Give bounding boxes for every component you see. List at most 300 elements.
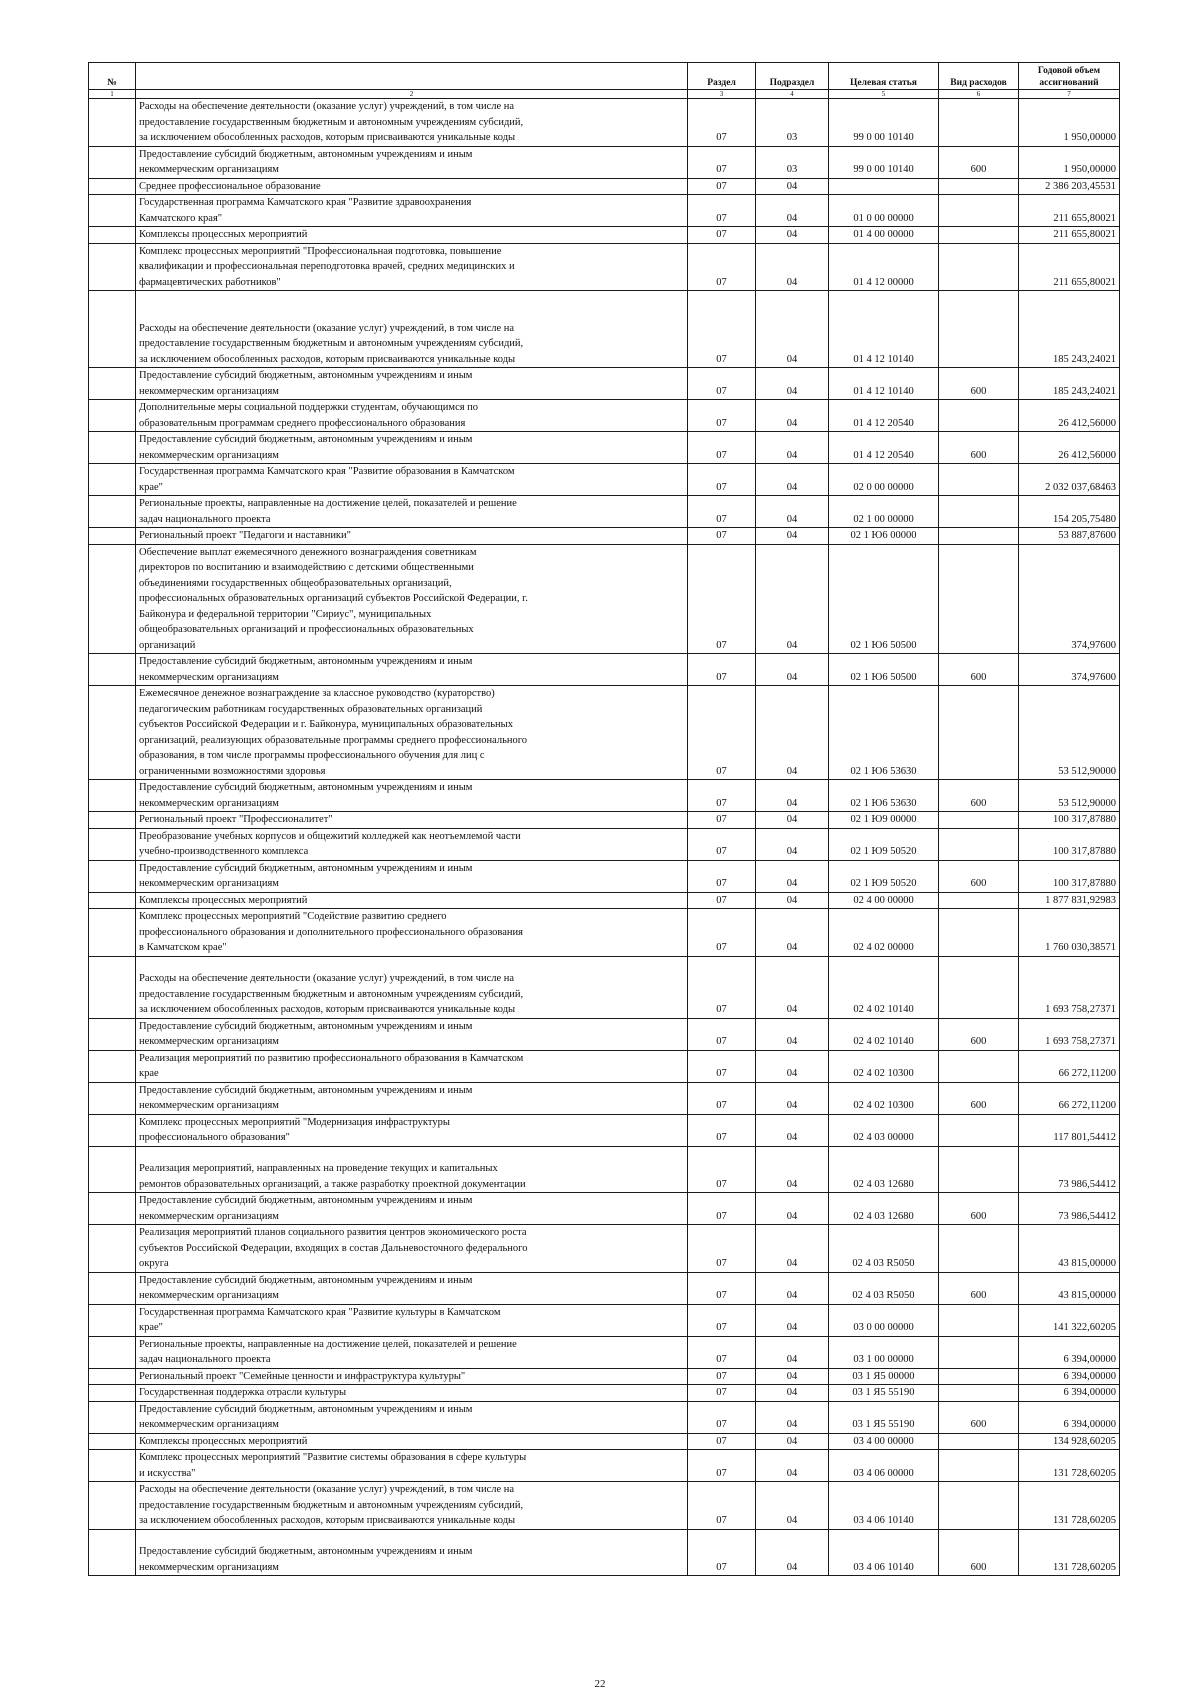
row-section-cell: 07 (688, 291, 756, 368)
row-section-cell: 07 (688, 528, 756, 545)
row-expense-type-cell (939, 812, 1019, 829)
row-name-cell: Предоставление субсидий бюджетным, автономным учреждениям и иным некоммерческим организациям (136, 1529, 688, 1576)
row-target-article-cell: 02 4 02 10140 (829, 1018, 939, 1050)
table-row (89, 178, 1120, 195)
row-amount-cell: 2 032 037,68463 (1019, 464, 1120, 496)
row-expense-type-cell (939, 464, 1019, 496)
row-amount-cell: 154 205,75480 (1019, 496, 1120, 528)
row-target-article-cell: 03 4 06 10140 (829, 1529, 939, 1576)
row-subsection-cell: 04 (756, 1114, 829, 1146)
row-section-cell: 07 (688, 464, 756, 496)
table-row (89, 243, 1120, 291)
row-amount-cell: 53 512,90000 (1019, 780, 1120, 812)
row-expense-type-cell (939, 99, 1019, 147)
row-expense-type-cell (939, 496, 1019, 528)
row-subsection-cell: 04 (756, 368, 829, 400)
row-amount-cell: 185 243,24021 (1019, 291, 1120, 368)
row-target-article-cell: 02 1 Ю6 50500 (829, 544, 939, 654)
row-number-cell (89, 1482, 136, 1530)
row-amount-cell: 6 394,00000 (1019, 1401, 1120, 1433)
row-amount-cell: 43 815,00000 (1019, 1272, 1120, 1304)
row-target-article-cell: 02 1 Ю6 53630 (829, 686, 939, 780)
row-number-cell (89, 892, 136, 909)
row-target-article-cell: 02 1 Ю9 50520 (829, 860, 939, 892)
row-amount-cell: 53 512,90000 (1019, 686, 1120, 780)
column-numbers-row (89, 90, 1120, 99)
row-section-cell: 07 (688, 686, 756, 780)
row-amount-cell: 2 386 203,45531 (1019, 178, 1120, 195)
row-name-cell: Среднее профессиональное образование (136, 178, 688, 195)
table-row (89, 146, 1120, 178)
row-amount-cell: 211 655,80021 (1019, 195, 1120, 227)
table-row (89, 99, 1120, 147)
row-number-cell (89, 1433, 136, 1450)
row-number-cell (89, 195, 136, 227)
row-target-article-cell: 03 4 06 10140 (829, 1482, 939, 1530)
row-name-cell: Региональные проекты, направленные на достижение целей, показателей и решение задач национального проекта (136, 496, 688, 528)
column-number: 7 (1019, 90, 1120, 99)
row-section-cell: 07 (688, 812, 756, 829)
row-number-cell (89, 227, 136, 244)
table-row (89, 1018, 1120, 1050)
row-target-article-cell: 01 4 12 00000 (829, 243, 939, 291)
row-subsection-cell: 04 (756, 909, 829, 957)
row-expense-type-cell (939, 400, 1019, 432)
row-amount-cell: 117 801,54412 (1019, 1114, 1120, 1146)
row-expense-type-cell (939, 1482, 1019, 1530)
row-name-cell: Предоставление субсидий бюджетным, автономным учреждениям и иным некоммерческим организациям (136, 780, 688, 812)
row-amount-cell: 131 728,60205 (1019, 1529, 1120, 1576)
row-subsection-cell: 04 (756, 1482, 829, 1530)
row-name-cell: Региональный проект "Семейные ценности и инфраструктура культуры" (136, 1368, 688, 1385)
row-expense-type-cell: 600 (939, 1193, 1019, 1225)
row-subsection-cell: 04 (756, 1193, 829, 1225)
row-subsection-cell: 04 (756, 432, 829, 464)
table-row (89, 400, 1120, 432)
row-expense-type-cell (939, 1225, 1019, 1273)
row-subsection-cell: 04 (756, 1146, 829, 1193)
row-name-cell: Предоставление субсидий бюджетным, автономным учреждениям и иным некоммерческим организациям (136, 654, 688, 686)
row-name-cell: Комплекс процессных мероприятий "Развитие системы образования в сфере культуры и искусства" (136, 1450, 688, 1482)
row-name-cell: Комплекс процессных мероприятий "Профессиональная подготовка, повышение квалификации и профессиональная переподготовка врачей, средних медицинских и фармацевтических работников" (136, 243, 688, 291)
row-amount-cell: 131 728,60205 (1019, 1450, 1120, 1482)
row-subsection-cell: 04 (756, 686, 829, 780)
row-section-cell: 07 (688, 1336, 756, 1368)
table-row (89, 1225, 1120, 1273)
row-name-cell: Обеспечение выплат ежемесячного денежного вознаграждения советникам директоров по воспитанию и взаимодействию с детскими общественными объединениями государственных общеобразовательных организаций, профессиональных образовательных организаций субъектов Российской Федерации, г. Байконура и федеральной территории "Сириус", муниципальных общеобразовательных организаций и профессиональных образовательных организаций (136, 544, 688, 654)
row-target-article-cell: 03 1 Я5 55190 (829, 1385, 939, 1402)
header-annual-amount: Годовой объем ассигнований (1019, 63, 1120, 90)
row-number-cell (89, 1114, 136, 1146)
row-name-cell: Предоставление субсидий бюджетным, автономным учреждениям и иным некоммерческим организациям (136, 432, 688, 464)
table-row (89, 1082, 1120, 1114)
table-row (89, 1146, 1120, 1193)
row-subsection-cell: 04 (756, 1401, 829, 1433)
row-number-cell (89, 1385, 136, 1402)
row-name-cell: Дополнительные меры социальной поддержки студентам, обучающимся по образовательным программам среднего профессионального образования (136, 400, 688, 432)
row-expense-type-cell: 600 (939, 1272, 1019, 1304)
table-row (89, 956, 1120, 1018)
row-name-cell: Предоставление субсидий бюджетным, автономным учреждениям и иным некоммерческим организациям (136, 1401, 688, 1433)
row-section-cell: 07 (688, 956, 756, 1018)
table-row (89, 1482, 1120, 1530)
row-target-article-cell: 02 4 02 10300 (829, 1082, 939, 1114)
table-row (89, 544, 1120, 654)
row-subsection-cell: 04 (756, 178, 829, 195)
row-name-cell: Расходы на обеспечение деятельности (оказание услуг) учреждений, в том числе на предоставление государственным бюджетным и автономным учреждениям субсидий, за исключением обособленных расходов, которым присваиваются уникальные коды (136, 99, 688, 147)
row-expense-type-cell: 600 (939, 146, 1019, 178)
row-expense-type-cell: 600 (939, 1082, 1019, 1114)
row-expense-type-cell (939, 909, 1019, 957)
row-section-cell: 07 (688, 1082, 756, 1114)
table-row (89, 1193, 1120, 1225)
table-header-row (89, 63, 1120, 90)
row-target-article-cell: 01 4 12 20540 (829, 432, 939, 464)
budget-allocation-table (88, 62, 1120, 1576)
row-name-cell: Комплекс процессных мероприятий "Содействие развитию среднего профессионального образования и дополнительного профессионального образования в Камчатском крае" (136, 909, 688, 957)
row-target-article-cell: 01 4 12 20540 (829, 400, 939, 432)
row-name-cell: Реализация мероприятий планов социального развития центров экономического роста субъектов Российской Федерации, входящих в состав Дальневосточного федерального округа (136, 1225, 688, 1273)
row-section-cell: 07 (688, 432, 756, 464)
row-number-cell (89, 1146, 136, 1193)
row-subsection-cell: 04 (756, 400, 829, 432)
row-target-article-cell: 02 4 00 00000 (829, 892, 939, 909)
row-expense-type-cell (939, 1433, 1019, 1450)
row-target-article-cell: 02 4 03 R5050 (829, 1225, 939, 1273)
row-number-cell (89, 812, 136, 829)
row-amount-cell: 6 394,00000 (1019, 1385, 1120, 1402)
row-target-article-cell: 02 4 02 10140 (829, 956, 939, 1018)
table-row (89, 892, 1120, 909)
row-subsection-cell: 04 (756, 1082, 829, 1114)
row-target-article-cell: 02 1 Ю6 00000 (829, 528, 939, 545)
row-target-article-cell: 01 4 12 10140 (829, 368, 939, 400)
row-target-article-cell: 03 4 06 00000 (829, 1450, 939, 1482)
row-amount-cell: 66 272,11200 (1019, 1082, 1120, 1114)
row-amount-cell: 73 986,54412 (1019, 1146, 1120, 1193)
row-amount-cell: 211 655,80021 (1019, 227, 1120, 244)
row-subsection-cell: 04 (756, 1225, 829, 1273)
table-row (89, 780, 1120, 812)
row-section-cell: 07 (688, 1385, 756, 1402)
row-expense-type-cell (939, 544, 1019, 654)
row-expense-type-cell (939, 243, 1019, 291)
row-name-cell: Государственная программа Камчатского края "Развитие культуры в Камчатском крае" (136, 1304, 688, 1336)
row-expense-type-cell (939, 291, 1019, 368)
row-amount-cell: 131 728,60205 (1019, 1482, 1120, 1530)
row-expense-type-cell (939, 227, 1019, 244)
table-row (89, 1529, 1120, 1576)
column-number: 1 (89, 90, 136, 99)
table-row (89, 860, 1120, 892)
row-amount-cell: 374,97600 (1019, 544, 1120, 654)
row-number-cell (89, 544, 136, 654)
column-number: 4 (756, 90, 829, 99)
row-expense-type-cell (939, 892, 1019, 909)
row-section-cell: 07 (688, 1368, 756, 1385)
row-number-cell (89, 909, 136, 957)
row-number-cell (89, 1018, 136, 1050)
row-section-cell: 07 (688, 1225, 756, 1273)
row-amount-cell: 66 272,11200 (1019, 1050, 1120, 1082)
row-name-cell: Комплексы процессных мероприятий (136, 227, 688, 244)
row-amount-cell: 100 317,87880 (1019, 828, 1120, 860)
row-subsection-cell: 04 (756, 1433, 829, 1450)
row-amount-cell: 211 655,80021 (1019, 243, 1120, 291)
row-section-cell: 07 (688, 243, 756, 291)
row-name-cell: Предоставление субсидий бюджетным, автономным учреждениям и иным некоммерческим организациям (136, 368, 688, 400)
table-row (89, 227, 1120, 244)
row-section-cell: 07 (688, 1529, 756, 1576)
row-target-article-cell: 03 1 00 00000 (829, 1336, 939, 1368)
row-number-cell (89, 146, 136, 178)
row-number-cell (89, 1450, 136, 1482)
header-subsection: Подраздел (756, 63, 829, 90)
row-expense-type-cell (939, 1336, 1019, 1368)
row-number-cell (89, 654, 136, 686)
row-expense-type-cell (939, 956, 1019, 1018)
header-target-article: Целевая статья (829, 63, 939, 90)
column-number: 6 (939, 90, 1019, 99)
header-expense-type: Вид расходов (939, 63, 1019, 90)
table-row (89, 812, 1120, 829)
row-amount-cell: 1 693 758,27371 (1019, 956, 1120, 1018)
row-name-cell: Расходы на обеспечение деятельности (оказание услуг) учреждений, в том числе на предоставление государственным бюджетным и автономным учреждениям субсидий, за исключением обособленных расходов, которым присваиваются уникальные коды (136, 1482, 688, 1530)
row-section-cell: 07 (688, 1304, 756, 1336)
row-subsection-cell: 04 (756, 828, 829, 860)
row-subsection-cell: 04 (756, 1385, 829, 1402)
row-section-cell: 07 (688, 860, 756, 892)
row-name-cell: Преобразование учебных корпусов и общежитий колледжей как неотъемлемой части учебно-производственного комплекса (136, 828, 688, 860)
table-row (89, 1385, 1120, 1402)
row-name-cell: Предоставление субсидий бюджетным, автономным учреждениям и иным некоммерческим организациям (136, 860, 688, 892)
row-amount-cell: 1 693 758,27371 (1019, 1018, 1120, 1050)
row-expense-type-cell (939, 528, 1019, 545)
row-target-article-cell: 99 0 00 10140 (829, 99, 939, 147)
header-number: № (89, 63, 136, 90)
row-name-cell: Комплексы процессных мероприятий (136, 892, 688, 909)
row-amount-cell: 6 394,00000 (1019, 1336, 1120, 1368)
row-section-cell: 07 (688, 828, 756, 860)
row-number-cell (89, 1368, 136, 1385)
row-expense-type-cell (939, 1304, 1019, 1336)
row-number-cell (89, 496, 136, 528)
row-section-cell: 07 (688, 1450, 756, 1482)
row-section-cell: 07 (688, 1272, 756, 1304)
row-section-cell: 07 (688, 654, 756, 686)
row-amount-cell: 53 887,87600 (1019, 528, 1120, 545)
row-amount-cell: 1 877 831,92983 (1019, 892, 1120, 909)
row-subsection-cell: 04 (756, 1336, 829, 1368)
row-name-cell: Предоставление субсидий бюджетным, автономным учреждениям и иным некоммерческим организациям (136, 1082, 688, 1114)
row-section-cell: 07 (688, 496, 756, 528)
row-section-cell: 07 (688, 400, 756, 432)
table-row (89, 1401, 1120, 1433)
table-body (89, 99, 1120, 1576)
row-expense-type-cell: 600 (939, 1529, 1019, 1576)
table-row (89, 528, 1120, 545)
row-number-cell (89, 780, 136, 812)
row-subsection-cell: 04 (756, 1018, 829, 1050)
row-subsection-cell: 04 (756, 528, 829, 545)
row-section-cell: 07 (688, 368, 756, 400)
row-target-article-cell: 02 1 Ю6 50500 (829, 654, 939, 686)
row-amount-cell: 1 950,00000 (1019, 146, 1120, 178)
table-row (89, 1450, 1120, 1482)
row-name-cell: Предоставление субсидий бюджетным, автономным учреждениям и иным некоммерческим организациям (136, 1018, 688, 1050)
row-section-cell: 07 (688, 99, 756, 147)
row-amount-cell: 43 815,00000 (1019, 1225, 1120, 1273)
row-subsection-cell: 04 (756, 496, 829, 528)
row-target-article-cell: 02 1 Ю9 50520 (829, 828, 939, 860)
header-name (136, 63, 688, 90)
row-expense-type-cell (939, 1450, 1019, 1482)
row-name-cell: Реализация мероприятий, направленных на проведение текущих и капитальных ремонтов образовательных организаций, а также разработку проектной документации (136, 1146, 688, 1193)
table-row (89, 1272, 1120, 1304)
table-row (89, 909, 1120, 957)
row-number-cell (89, 686, 136, 780)
row-section-cell: 07 (688, 1482, 756, 1530)
row-section-cell: 07 (688, 1018, 756, 1050)
row-subsection-cell: 03 (756, 99, 829, 147)
row-subsection-cell: 04 (756, 195, 829, 227)
row-target-article-cell (829, 178, 939, 195)
table-row (89, 464, 1120, 496)
row-name-cell: Региональный проект "Профессионалитет" (136, 812, 688, 829)
row-subsection-cell: 04 (756, 243, 829, 291)
row-amount-cell: 185 243,24021 (1019, 368, 1120, 400)
row-section-cell: 07 (688, 1146, 756, 1193)
row-amount-cell: 141 322,60205 (1019, 1304, 1120, 1336)
row-name-cell: Реализация мероприятий по развитию профессионального образования в Камчатском крае (136, 1050, 688, 1082)
row-name-cell: Комплекс процессных мероприятий "Модернизация инфраструктуры профессионального образования" (136, 1114, 688, 1146)
row-number-cell (89, 528, 136, 545)
row-amount-cell: 100 317,87880 (1019, 860, 1120, 892)
row-section-cell: 07 (688, 892, 756, 909)
row-subsection-cell: 04 (756, 860, 829, 892)
table-row (89, 432, 1120, 464)
row-section-cell: 07 (688, 780, 756, 812)
row-name-cell: Региональные проекты, направленные на достижение целей, показателей и решение задач национального проекта (136, 1336, 688, 1368)
row-subsection-cell: 04 (756, 227, 829, 244)
row-amount-cell: 1 950,00000 (1019, 99, 1120, 147)
row-number-cell (89, 99, 136, 147)
table-row (89, 1368, 1120, 1385)
row-target-article-cell: 99 0 00 10140 (829, 146, 939, 178)
row-target-article-cell: 03 4 00 00000 (829, 1433, 939, 1450)
row-expense-type-cell: 600 (939, 368, 1019, 400)
row-section-cell: 07 (688, 146, 756, 178)
table-row (89, 291, 1120, 368)
row-number-cell (89, 1082, 136, 1114)
row-subsection-cell: 04 (756, 1368, 829, 1385)
row-name-cell: Расходы на обеспечение деятельности (оказание услуг) учреждений, в том числе на предоставление государственным бюджетным и автономным учреждениям субсидий, за исключением обособленных расходов, которым присваиваются уникальные коды (136, 291, 688, 368)
row-section-cell: 07 (688, 1114, 756, 1146)
row-expense-type-cell: 600 (939, 860, 1019, 892)
row-amount-cell: 134 928,60205 (1019, 1433, 1120, 1450)
row-target-article-cell: 02 0 00 00000 (829, 464, 939, 496)
row-expense-type-cell (939, 178, 1019, 195)
row-subsection-cell: 04 (756, 892, 829, 909)
page-number: 22 (594, 1678, 606, 1690)
row-amount-cell: 73 986,54412 (1019, 1193, 1120, 1225)
row-target-article-cell: 02 4 02 10300 (829, 1050, 939, 1082)
row-name-cell: Государственная программа Камчатского края "Развитие здравоохранения Камчатского края" (136, 195, 688, 227)
row-expense-type-cell (939, 1368, 1019, 1385)
table-row (89, 1114, 1120, 1146)
row-number-cell (89, 400, 136, 432)
row-name-cell: Государственная поддержка отрасли культуры (136, 1385, 688, 1402)
row-section-cell: 07 (688, 1433, 756, 1450)
row-number-cell (89, 1336, 136, 1368)
row-name-cell: Государственная программа Камчатского края "Развитие образования в Камчатском крае" (136, 464, 688, 496)
row-target-article-cell: 02 1 00 00000 (829, 496, 939, 528)
row-amount-cell: 100 317,87880 (1019, 812, 1120, 829)
row-amount-cell: 26 412,56000 (1019, 432, 1120, 464)
row-name-cell: Предоставление субсидий бюджетным, автономным учреждениям и иным некоммерческим организациям (136, 1193, 688, 1225)
table-row (89, 828, 1120, 860)
row-amount-cell: 1 760 030,38571 (1019, 909, 1120, 957)
row-target-article-cell: 01 0 00 00000 (829, 195, 939, 227)
row-number-cell (89, 956, 136, 1018)
row-amount-cell: 26 412,56000 (1019, 400, 1120, 432)
row-number-cell (89, 1272, 136, 1304)
row-subsection-cell: 04 (756, 1450, 829, 1482)
row-subsection-cell: 04 (756, 544, 829, 654)
row-number-cell (89, 828, 136, 860)
row-section-cell: 07 (688, 1193, 756, 1225)
row-section-cell: 07 (688, 178, 756, 195)
row-expense-type-cell: 600 (939, 654, 1019, 686)
row-target-article-cell: 02 4 02 00000 (829, 909, 939, 957)
header-section: Раздел (688, 63, 756, 90)
row-expense-type-cell: 600 (939, 780, 1019, 812)
row-expense-type-cell (939, 195, 1019, 227)
row-name-cell: Ежемесячное денежное вознаграждение за классное руководство (кураторство) педагогическим работникам государственных образовательных организаций субъектов Российской Федерации и г. Байконура, муниципальных образовательных организаций, реализующих образовательные программы среднего профессионального образования, в том числе программы профессионального обучения для лиц с ограниченными возможностями здоровья (136, 686, 688, 780)
row-number-cell (89, 178, 136, 195)
row-name-cell: Комплексы процессных мероприятий (136, 1433, 688, 1450)
table-row (89, 1050, 1120, 1082)
row-subsection-cell: 04 (756, 654, 829, 686)
row-subsection-cell: 04 (756, 1529, 829, 1576)
row-subsection-cell: 04 (756, 1050, 829, 1082)
table-row (89, 654, 1120, 686)
row-expense-type-cell (939, 1050, 1019, 1082)
row-subsection-cell: 03 (756, 146, 829, 178)
table-row (89, 1336, 1120, 1368)
row-expense-type-cell (939, 1146, 1019, 1193)
row-section-cell: 07 (688, 1050, 756, 1082)
column-number: 2 (136, 90, 688, 99)
row-number-cell (89, 1529, 136, 1576)
row-number-cell (89, 368, 136, 400)
row-amount-cell: 374,97600 (1019, 654, 1120, 686)
row-name-cell: Предоставление субсидий бюджетным, автономным учреждениям и иным некоммерческим организациям (136, 1272, 688, 1304)
row-amount-cell: 6 394,00000 (1019, 1368, 1120, 1385)
row-expense-type-cell (939, 1114, 1019, 1146)
table-row (89, 686, 1120, 780)
row-subsection-cell: 04 (756, 1272, 829, 1304)
row-name-cell: Предоставление субсидий бюджетным, автономным учреждениям и иным некоммерческим организациям (136, 146, 688, 178)
row-number-cell (89, 1304, 136, 1336)
row-subsection-cell: 04 (756, 780, 829, 812)
row-target-article-cell: 01 4 12 10140 (829, 291, 939, 368)
row-number-cell (89, 1225, 136, 1273)
row-expense-type-cell: 600 (939, 432, 1019, 464)
row-section-cell: 07 (688, 195, 756, 227)
row-expense-type-cell (939, 828, 1019, 860)
row-subsection-cell: 04 (756, 1304, 829, 1336)
